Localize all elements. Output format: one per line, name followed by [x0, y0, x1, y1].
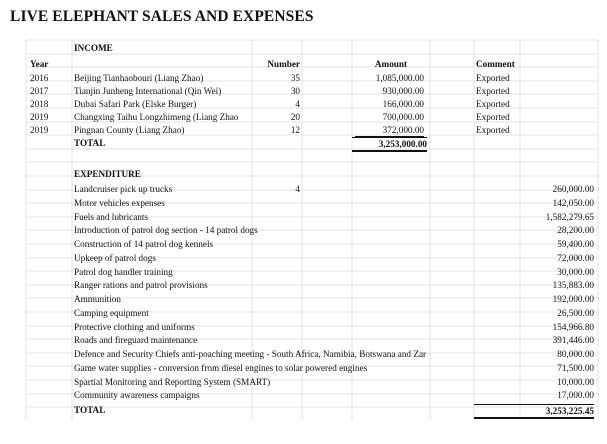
income-year: 2018: [30, 99, 49, 109]
income-buyer: Beijing Tianhaobouri (Liang Zhao): [74, 73, 204, 83]
income-number: 30: [290, 86, 300, 96]
expenditure-amount: 72,000.00: [557, 253, 594, 263]
income-amount: 166,000.00: [382, 99, 424, 109]
expenditure-amount: 28,200.00: [557, 225, 594, 235]
expenditure-amount: 1,582,279.65: [545, 212, 594, 222]
expenditure-item: Spartial Monitoring and Reporting System (SMART): [74, 377, 271, 387]
income-buyer: Pingnan County (Liang Zhao): [74, 125, 185, 135]
expenditure-item: Community awareness campaigns: [74, 390, 200, 400]
income-number: 12: [290, 125, 300, 135]
income-total-label: TOTAL: [74, 138, 106, 148]
income-buyer: Tianjin Junheng International (Qin Wei): [74, 86, 222, 96]
expenditure-amount: 135,883.00: [552, 280, 594, 290]
income-year: 2019: [30, 112, 49, 122]
amount-header: Amount: [374, 59, 408, 69]
income-year: 2017: [30, 86, 49, 96]
income-year: 2019: [30, 125, 49, 135]
expenditure-item: Ammunition: [74, 294, 121, 304]
income-number: 20: [290, 112, 300, 122]
expenditure-item: Patrol dog handler training: [74, 267, 173, 277]
income-comment: Exported: [476, 99, 510, 109]
expenditure-number: 4: [295, 184, 300, 194]
income-comment: Exported: [476, 73, 510, 83]
expenditure-item: Upkeep of patrol dogs: [74, 253, 156, 263]
income-year: 2016: [30, 73, 49, 83]
income-amount: 1,085,000.00: [375, 73, 424, 83]
income-comment: Exported: [476, 112, 510, 122]
expenditure-item: Landcruiser pick up trucks: [74, 184, 173, 194]
expenditure-item: Fuels and lubricants: [74, 212, 148, 222]
income-total-amount: 3,253,000.00: [352, 137, 427, 152]
income-amount: 372,000.00: [355, 124, 424, 137]
year-header: Year: [30, 59, 49, 69]
income-heading: INCOME: [74, 43, 113, 53]
expenditure-item: Ranger rations and patrol provisions: [74, 280, 208, 290]
expenditure-item: Camping equipment: [74, 308, 149, 318]
expenditure-amount: 59,400.00: [557, 239, 594, 249]
income-amount: 700,000.00: [382, 112, 424, 122]
income-number: 35: [290, 73, 300, 83]
expenditure-item: Introduction of patrol dog section - 14 patrol dogs: [74, 225, 258, 235]
expenditure-amount: 17,000.00: [557, 390, 594, 400]
expenditure-item: Motor vehicles expenses: [74, 198, 165, 208]
expenditure-heading: EXPENDITURE: [74, 169, 141, 179]
expenditure-amount: 26,500.00: [557, 308, 594, 318]
expenditure-amount: 10,000.00: [557, 377, 594, 387]
expenditure-amount: 71,500.00: [557, 363, 594, 373]
expenditure-total-label: TOTAL: [74, 405, 106, 415]
expenditure-amount: 391,446.00: [552, 335, 594, 345]
expenditure-total-amount: 3,253,225.45: [474, 404, 594, 419]
expenditure-amount: 192,000.00: [552, 294, 594, 304]
income-buyer: Changxing Taihu Longzhimeng (Liang Zhao: [74, 112, 239, 122]
expenditure-amount: 154,966.80: [552, 322, 594, 332]
expenditure-amount: 260,000.00: [552, 184, 594, 194]
expenditure-amount: 142,050.00: [552, 198, 594, 208]
expenditure-amount: 30,000.00: [557, 267, 594, 277]
expenditure-item: Game water supplies - conversion from diesel engines to solar powered engines: [74, 363, 368, 373]
income-comment: Exported: [476, 86, 510, 96]
expenditure-item: Defence and Security Chiefs anti-poaching meeting - South Africa, Namibia, Botswana and Zar: [74, 349, 427, 359]
number-header: Number: [267, 59, 300, 69]
income-comment: Exported: [476, 125, 510, 135]
income-number: 4: [295, 99, 300, 109]
expenditure-item: Protective clothing and uniforms: [74, 322, 195, 332]
expenditure-item: Construction of 14 patrol dog kennels: [74, 239, 214, 249]
income-amount: 930,000.00: [382, 86, 424, 96]
page-title: LIVE ELEPHANT SALES AND EXPENSES: [10, 8, 314, 25]
expenditure-item: Roads and fireguard maintenance: [74, 335, 198, 345]
income-buyer: Dubai Safari Park (Elske Burger): [74, 99, 197, 109]
comment-header: Comment: [476, 59, 515, 69]
expenditure-amount: 80,000.00: [557, 349, 594, 359]
